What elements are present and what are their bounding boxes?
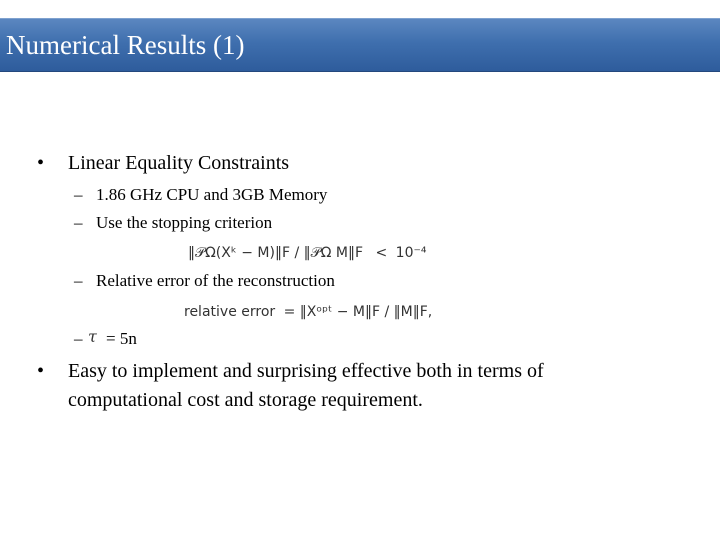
bullet-text-line-1: Easy to implement and surprising effective both in terms of [68, 360, 544, 382]
bullet-text-line-2: computational cost and storage requirement. [68, 389, 423, 411]
sub-bullet-marker: – [74, 185, 83, 204]
formula-lhs: ‖𝒫Ω(Xᵏ − M)‖F / ‖𝒫Ω M‖F [188, 245, 364, 261]
formula-label: relative error [184, 304, 276, 320]
bullet-text: Linear Equality Constraints [68, 152, 290, 174]
sub-bullet-text: Use the stopping criterion [96, 213, 273, 232]
sub-bullet-text: 1.86 GHz CPU and 3GB Memory [96, 185, 328, 204]
sub-bullet-tau [74, 328, 274, 350]
sub-bullet-relative-error [74, 270, 674, 292]
formula-rhs: 10⁻⁴ [395, 245, 427, 261]
sub-bullet-text: = 5n [106, 329, 137, 348]
bullet-marker: • [37, 360, 45, 382]
bullet-linear-constraints [37, 149, 697, 178]
sub-bullet-text: Relative error of the reconstruction [96, 271, 335, 290]
relative-error-formula [184, 302, 432, 322]
sub-bullet-hardware [74, 184, 674, 206]
sub-bullet-marker: – [74, 271, 83, 290]
tau-symbol: τ [88, 327, 97, 346]
sub-bullet-stopping [74, 212, 674, 234]
sub-bullet-marker: – [74, 329, 83, 348]
bullet-marker: • [37, 152, 45, 174]
formula-expression: = ‖Xᵒᵖᵗ − M‖F / ‖M‖F, [283, 304, 433, 320]
slide-title: Numerical Results (1) [6, 30, 245, 60]
bullet-easy-to-implement [37, 357, 697, 417]
formula-operator: < [375, 245, 388, 261]
sub-bullet-marker: – [74, 213, 83, 232]
stopping-criterion-formula [188, 243, 427, 263]
